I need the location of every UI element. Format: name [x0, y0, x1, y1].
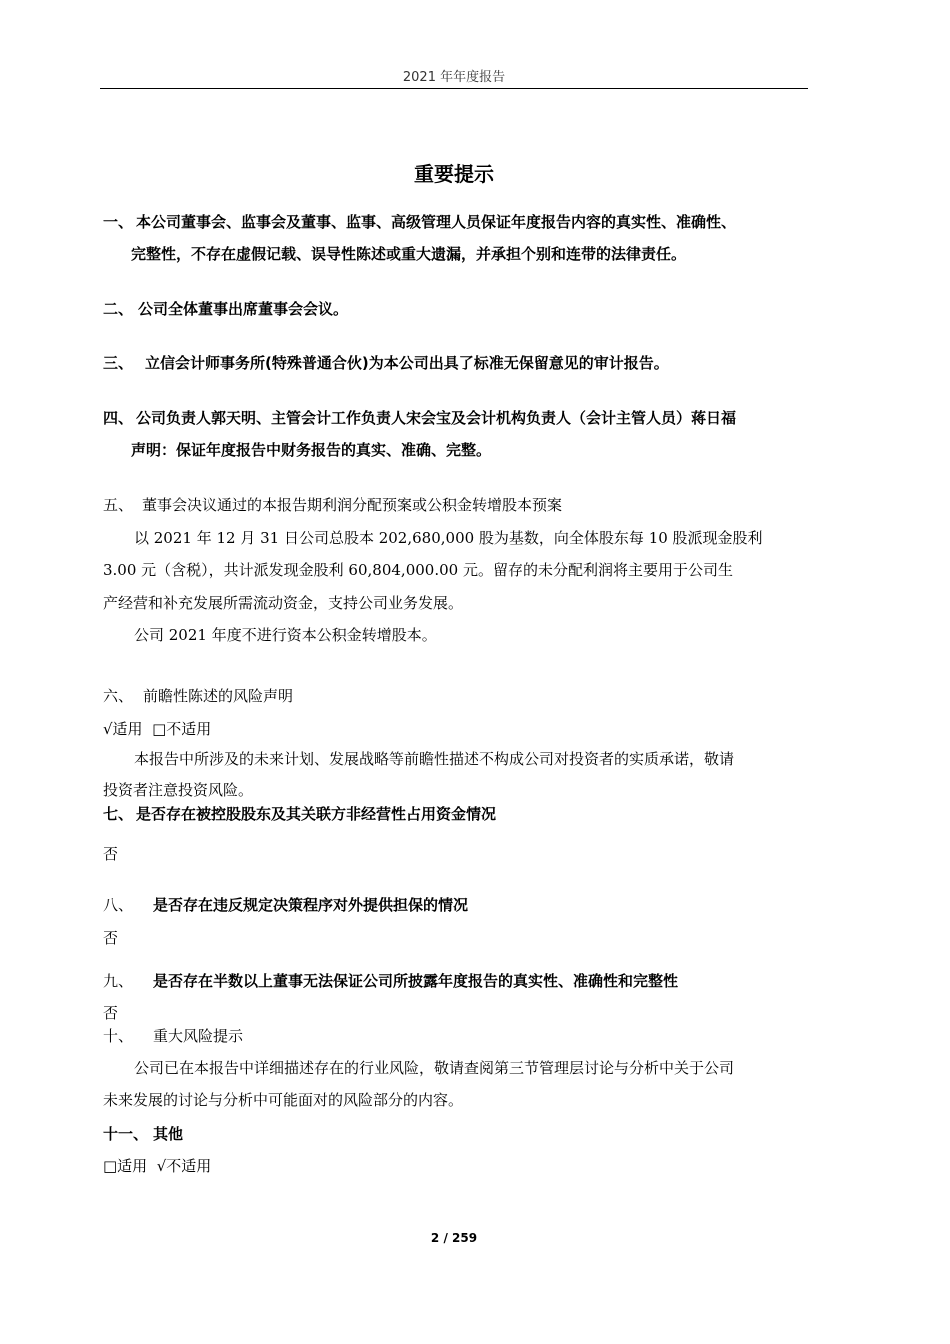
- page-title: 重要提示: [414, 162, 494, 186]
- item-8-answer: 否: [103, 929, 119, 947]
- item-10-body-1: 公司已在本报告中详细描述存在的行业风险，敬请查阅第三节管理层讨论与分析中关于公司: [134, 1059, 735, 1077]
- item-11-num: 十一、: [103, 1125, 149, 1143]
- item-10-num: 十、: [103, 1027, 134, 1045]
- item-5-body-2: 3.00 元（含税），共计派发现金股利 60,804,000.00 元。留存的未分配利润将主要用于公司生: [103, 561, 733, 579]
- item-6-applicability: √适用 □不适用: [103, 720, 212, 738]
- item-5-body-3: 产经营和补充发展所需流动资金，支持公司业务发展。: [103, 594, 464, 612]
- item-8-num: 八、: [103, 896, 134, 914]
- item-6-body-1: 本报告中所涉及的未来计划、发展战略等前瞻性描述不构成公司对投资者的实质承诺，敬请: [134, 750, 735, 768]
- item-5-body-1: 以 2021 年 12 月 31 日公司总股本 202,680,000 股为基数，向全体股东每 10 股派现金股利: [134, 529, 763, 547]
- item-4-line-1: 公司负责人郭天明、主管会计工作负责人宋会宝及会计机构负责人（会计主管人员）蒋日福: [136, 409, 737, 427]
- item-10-title: 重大风险提示: [153, 1027, 244, 1045]
- item-7-num: 七、: [103, 805, 134, 823]
- item-8-title: 是否存在违反规定决策程序对外提供担保的情况: [153, 896, 469, 914]
- item-5-num: 五、: [103, 496, 134, 514]
- item-10-body-2: 未来发展的讨论与分析中可能面对的风险部分的内容。: [103, 1091, 464, 1109]
- item-7-answer: 否: [103, 845, 119, 863]
- item-1-num: 一、: [103, 213, 134, 231]
- item-6-title: 前瞻性陈述的风险声明: [143, 687, 294, 705]
- item-2-num: 二、: [103, 300, 134, 318]
- item-1-line-1: 本公司董事会、监事会及董事、监事、高级管理人员保证年度报告内容的真实性、准确性、: [136, 213, 737, 231]
- item-9-title: 是否存在半数以上董事无法保证公司所披露年度报告的真实性、准确性和完整性: [153, 972, 679, 990]
- item-3-num: 三、: [103, 354, 134, 372]
- item-2-line-1: 公司全体董事出席董事会会议。: [138, 300, 349, 318]
- page-number: 2 / 259: [430, 1231, 478, 1245]
- item-1-line-2: 完整性，不存在虚假记载、误导性陈述或重大遗漏，并承担个别和连带的法律责任。: [131, 245, 687, 263]
- item-6-num: 六、: [103, 687, 134, 705]
- item-6-body-2: 投资者注意投资风险。: [103, 781, 254, 799]
- item-11-title: 其他: [153, 1125, 184, 1143]
- item-5-title: 董事会决议通过的本报告期利润分配预案或公积金转增股本预案: [142, 496, 563, 514]
- item-5-body-4: 公司 2021 年度不进行资本公积金转增股本。: [134, 626, 437, 644]
- item-9-answer: 否: [103, 1004, 119, 1022]
- item-4-line-2: 声明：保证年度报告中财务报告的真实、准确、完整。: [131, 441, 492, 459]
- item-9-num: 九、: [103, 972, 134, 990]
- item-11-applicability: □适用 √不适用: [103, 1157, 212, 1175]
- header-rule: [100, 88, 808, 89]
- item-7-title: 是否存在被控股股东及其关联方非经营性占用资金情况: [136, 805, 497, 823]
- running-header: 2021 年年度报告: [402, 70, 506, 85]
- item-3-line-1: 立信会计师事务所(特殊普通合伙)为本公司出具了标准无保留意见的审计报告。: [145, 354, 669, 372]
- item-4-num: 四、: [103, 409, 134, 427]
